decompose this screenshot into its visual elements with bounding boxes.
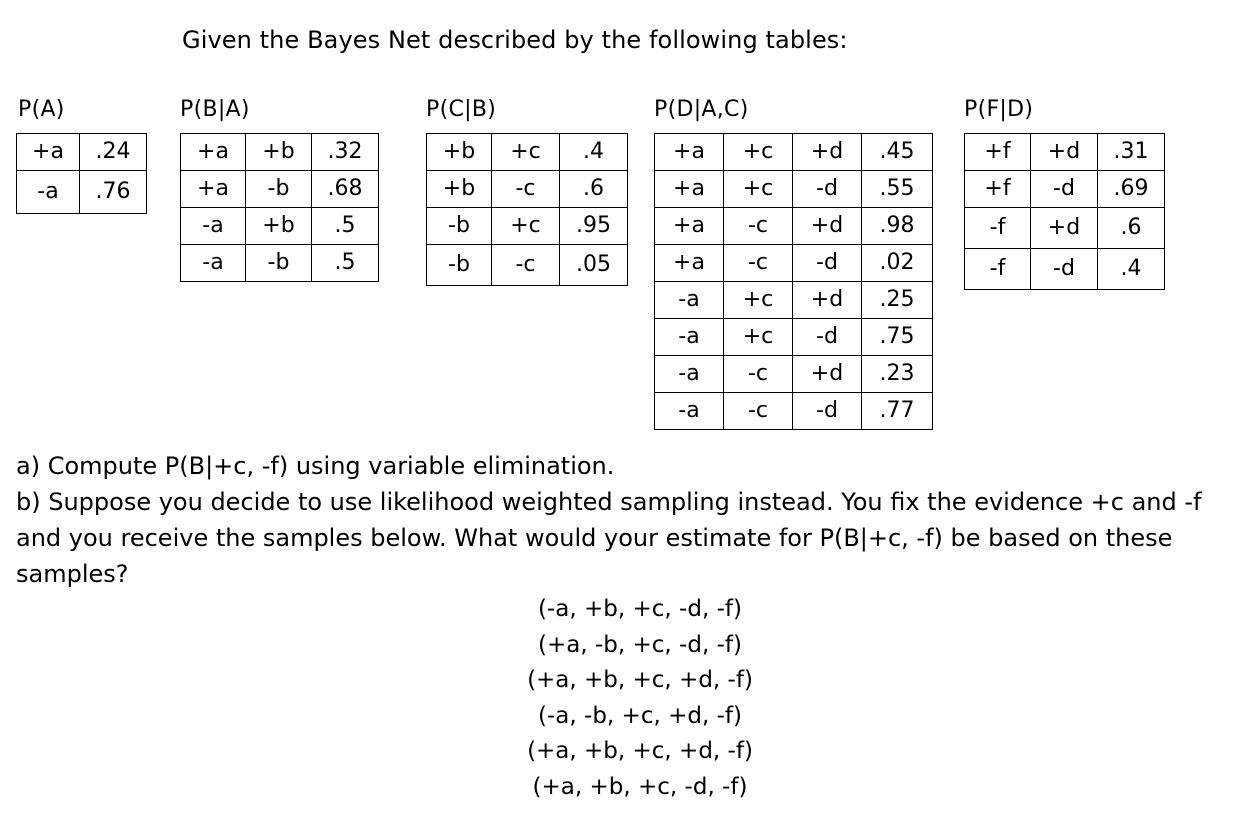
- table-row: [17, 171, 147, 214]
- table-cell: +d: [793, 134, 862, 171]
- table-cell: -f: [965, 249, 1031, 290]
- question-a: a) Compute P(B|+c, -f) using variable elimination.: [16, 452, 615, 480]
- table-cell: -c: [724, 356, 793, 393]
- table-row: [181, 134, 379, 171]
- table-cell: +c: [724, 319, 793, 356]
- questions: [16, 448, 1236, 592]
- sample-item: (-a, +b, +c, -d, -f): [538, 596, 742, 622]
- table-row: [427, 245, 628, 286]
- table-cell: .98: [862, 208, 933, 245]
- table-cell: +b: [427, 171, 492, 208]
- cpt-table-pcb: [426, 133, 628, 286]
- table-row: [427, 171, 628, 208]
- table-row: [965, 208, 1165, 249]
- table-cell: +f: [965, 134, 1031, 171]
- table-cell: +a: [181, 171, 246, 208]
- table-cell: -d: [793, 171, 862, 208]
- table-cell: +d: [793, 208, 862, 245]
- table-cell: .23: [862, 356, 933, 393]
- table-cell: -b: [246, 245, 312, 282]
- table-cell: +c: [724, 282, 793, 319]
- sample-item: (+a, +b, +c, -d, -f): [532, 773, 748, 800]
- table-label-pcb: P(C|B): [426, 97, 497, 122]
- table-cell: .6: [560, 171, 628, 208]
- table-cell: -b: [427, 208, 492, 245]
- table-cell: .68: [312, 171, 379, 208]
- table-cell: -b: [246, 171, 312, 208]
- table-cell: -c: [724, 245, 793, 282]
- table-cell: .4: [560, 134, 628, 171]
- table-row: [965, 171, 1165, 208]
- table-row: [181, 245, 379, 282]
- table-cell: -a: [655, 393, 724, 430]
- table-cell: -c: [724, 208, 793, 245]
- table-label-pfd: P(F|D): [964, 97, 1034, 122]
- table-row: [965, 134, 1165, 171]
- table-cell: .5: [312, 245, 379, 282]
- table-cell: .24: [80, 134, 147, 171]
- table-row: [965, 249, 1165, 290]
- table-cell: .45: [862, 134, 933, 171]
- table-cell: -d: [793, 319, 862, 356]
- table-cell: -a: [655, 282, 724, 319]
- table-cell: +d: [793, 356, 862, 393]
- table-cell: -a: [17, 171, 80, 214]
- cpt-table-pfd: [964, 133, 1165, 290]
- table-cell: .05: [560, 245, 628, 286]
- table-cell: .6: [1098, 208, 1165, 249]
- table-cell: -d: [1031, 249, 1098, 290]
- cpt-table-pba: [180, 133, 379, 282]
- sample-item: (-a, -b, +c, +d, -f): [538, 702, 742, 729]
- table-cell: +c: [492, 208, 560, 245]
- table-cell: -a: [655, 319, 724, 356]
- sample-item: (+a, +b, +c, +d, -f): [527, 667, 753, 693]
- table-label-pa: P(A): [18, 97, 65, 122]
- table-cell: +a: [181, 134, 246, 171]
- table-row: [181, 208, 379, 245]
- table-cell: .02: [862, 245, 933, 282]
- table-row: [655, 245, 933, 282]
- table-cell: .5: [312, 208, 379, 245]
- table-cell: .95: [560, 208, 628, 245]
- table-cell: +b: [427, 134, 492, 171]
- table-cell: -c: [492, 245, 560, 286]
- table-cell: +d: [1031, 208, 1098, 249]
- sample-item: (+a, +b, +c, +d, -f): [527, 738, 753, 764]
- table-cell: +b: [246, 208, 312, 245]
- table-cell: .76: [80, 171, 147, 214]
- table-cell: +f: [965, 171, 1031, 208]
- samples-list: [440, 592, 840, 805]
- table-row: [655, 282, 933, 319]
- table-row: [655, 208, 933, 245]
- page-title: Given the Bayes Net described by the following tables:: [182, 26, 848, 54]
- table-label-pdac: P(D|A,C): [654, 97, 749, 122]
- sample-item: (+a, -b, +c, -d, -f): [538, 631, 742, 658]
- table-cell: .4: [1098, 249, 1165, 290]
- table-cell: +a: [655, 245, 724, 282]
- table-cell: +d: [1031, 134, 1098, 171]
- table-cell: -a: [655, 356, 724, 393]
- table-cell: -c: [724, 393, 793, 430]
- table-cell: .55: [862, 171, 933, 208]
- table-cell: .75: [862, 319, 933, 356]
- table-cell: +c: [724, 171, 793, 208]
- table-cell: +b: [246, 134, 312, 171]
- table-cell: -d: [793, 393, 862, 430]
- table-row: [17, 134, 147, 171]
- table-cell: -b: [427, 245, 492, 286]
- question-b: b) Suppose you decide to use likelihood weighted sampling instead. You fix the evidence +c and -f and you receive the samples below. What would your estimate for P(B|+c, -f) be based on these samples?: [16, 488, 1202, 588]
- table-cell: +a: [17, 134, 80, 171]
- table-cell: +a: [655, 208, 724, 245]
- table-row: [655, 134, 933, 171]
- table-cell: +a: [655, 134, 724, 171]
- table-cell: -c: [492, 171, 560, 208]
- table-label-pba: P(B|A): [180, 97, 250, 122]
- table-cell: -a: [181, 208, 246, 245]
- table-row: [427, 134, 628, 171]
- table-cell: -d: [1031, 171, 1098, 208]
- table-row: [655, 393, 933, 430]
- table-cell: .31: [1098, 134, 1165, 171]
- table-cell: .77: [862, 393, 933, 430]
- table-cell: -f: [965, 208, 1031, 249]
- table-cell: .25: [862, 282, 933, 319]
- table-row: [655, 171, 933, 208]
- table-cell: .69: [1098, 171, 1165, 208]
- table-cell: +c: [724, 134, 793, 171]
- table-cell: -d: [793, 245, 862, 282]
- table-cell: +a: [655, 171, 724, 208]
- table-row: [655, 319, 933, 356]
- table-row: [427, 208, 628, 245]
- table-cell: +c: [492, 134, 560, 171]
- table-cell: -a: [181, 245, 246, 282]
- table-row: [655, 356, 933, 393]
- table-row: [181, 171, 379, 208]
- cpt-table-pdac: [654, 133, 933, 430]
- cpt-table-pa: [16, 133, 147, 214]
- table-cell: +d: [793, 282, 862, 319]
- table-cell: .32: [312, 134, 379, 171]
